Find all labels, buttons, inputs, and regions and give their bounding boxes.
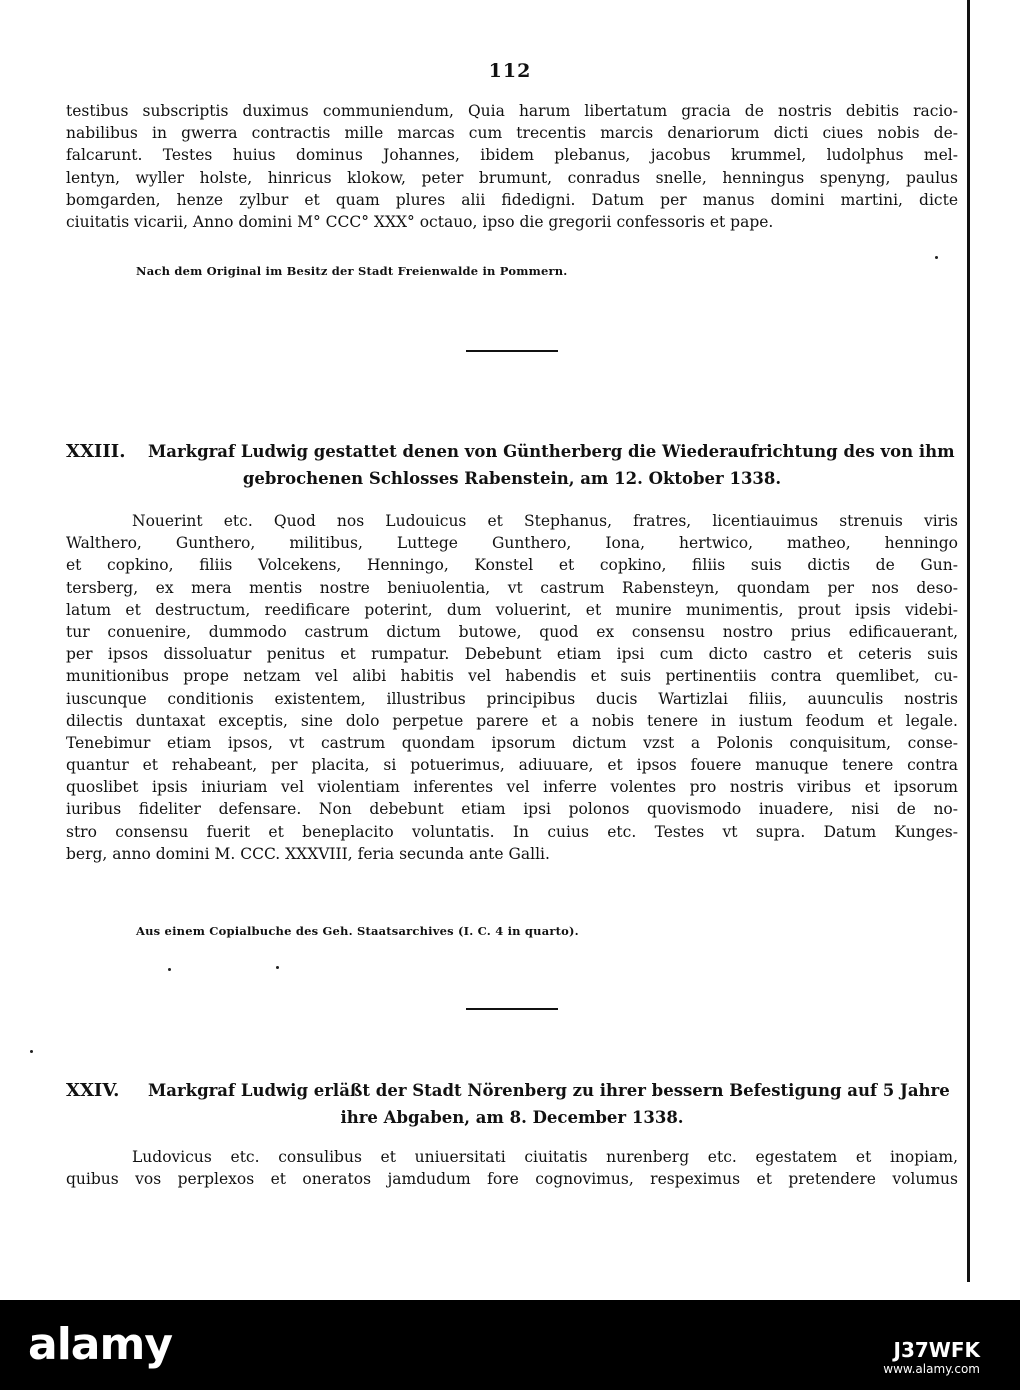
watermark-url: www.alamy.com (883, 1362, 980, 1376)
source-note: Aus einem Copialbuche des Geh. Staatsarchives (I. C. 4 in quarto). (136, 924, 579, 938)
heading-line: ihre Abgaben, am 8. December 1338. (340, 1108, 684, 1127)
section-number: XXIV. (66, 1080, 120, 1101)
page-right-border (967, 0, 970, 1282)
text-line: dilectis duntaxat exceptis, sine dolo perpetue parere et a nobis tenere in iustum feodum et legale. (66, 711, 958, 730)
section-number: XXIII. (66, 441, 126, 462)
text-line: berg, anno domini M. CCC. XXXVIII, feria secunda ante Galli. (66, 844, 550, 863)
text-line: Tenebimur etiam ipsos, vt castrum quondam ipsorum dictum vzst a Polonis conquisitum, conse- (66, 733, 958, 752)
watermark-logo: alamy (28, 1319, 172, 1370)
text-line: bomgarden, henze zylbur et quam plures alii fidedigni. Datum per manus domini martini, dicte (66, 190, 958, 209)
text-line: Ludovicus etc. consulibus et uniuersitati ciuitatis nurenberg etc. egestatem et inopiam, (132, 1148, 958, 1166)
scan-speck (276, 966, 279, 969)
section-body-xxiv (66, 1146, 958, 1190)
text-line: tersberg, ex mera mentis nostre beniuolentia, vt castrum Rabensteyn, quondam per nos deso- (66, 578, 958, 597)
watermark-image-id: J37WFK (893, 1338, 980, 1362)
text-line: nabilibus in gwerra contractis mille marcas cum trecentis marcis denariorum dicti ciues nobis de- (66, 124, 958, 143)
text-line: testibus subscriptis duximus communiendum, Quia harum libertatum gracia de nostris debitis racio- (66, 102, 958, 120)
scan-speck (168, 968, 171, 971)
section-body-xxiii (66, 510, 958, 865)
heading-line: gebrochenen Schlosses Rabenstein, am 12. Oktober 1338. (242, 469, 782, 488)
source-note: Nach dem Original im Besitz der Stadt Freienwalde in Pommern. (136, 264, 568, 278)
text-line: latum et destructum, reedificare poterint, dum voluerint, et munire munimentis, prout ipsis videbi- (66, 600, 958, 619)
text-line: stro consensu fuerit et beneplacito voluntatis. In cuius etc. Testes vt supra. Datum Kunges- (66, 822, 958, 841)
text-line: quantur et rehabeant, per placita, si potuerimus, adiuuare, et ipsos fouere manuque tenere contra (66, 756, 958, 775)
text-line: et copkino, filiis Volcekens, Henningo, Konstel et copkino, filiis suis dictis de Gun- (66, 556, 958, 575)
text-line: per ipsos dissoluatur penitus et rumpatur. Debebunt etiam ipsi cum dicto castro et ceteris suis (66, 645, 958, 664)
heading-line: Markgraf Ludwig gestattet denen von Güntherberg die Wiederaufrichtung des von ihm (148, 442, 955, 461)
text-line: Nouerint etc. Quod nos Ludouicus et Stephanus, fratres, licentiauimus strenuis viris (132, 512, 958, 530)
section-heading-xxiv (66, 1077, 958, 1131)
section-heading-xxiii (66, 438, 958, 492)
page-number: 112 (488, 60, 532, 82)
scan-speck (30, 1050, 33, 1053)
text-line: falcarunt. Testes huius dominus Johannes, ibidem plebanus, jacobus krummel, ludolphus mel- (66, 146, 958, 165)
text-line: Walthero, Gunthero, militibus, Luttege Gunthero, Iona, hertwico, matheo, henningo (66, 534, 958, 553)
text-line: quibus vos perplexos et oneratos jamdudum fore cognovimus, respeximus et pretendere volumus (66, 1170, 958, 1189)
text-line: ciuitatis vicarii, Anno domini M° CCC° XXX° octauo, ipso die gregorii confessoris et pape. (66, 212, 774, 231)
text-line: iuribus fideliter defensare. Non debebunt etiam ipsi polonos quovismodo inuadere, nisi de no- (66, 800, 958, 819)
text-line: tur conuenire, dummodo castrum dictum butowe, quod ex consensu nostro prius edificauerant, (66, 622, 958, 641)
section-continuation (66, 100, 958, 233)
section-divider (466, 350, 558, 352)
text-line: quoslibet ipsis iniuriam vel violentiam inferentes vel inferre volentes pro nostris viribus et ipsorum (66, 778, 958, 797)
scan-speck (935, 256, 938, 259)
text-line: lentyn, wyller holste, hinricus klokow, peter brumunt, conradus snelle, henningus spenyng, paulus (66, 168, 958, 187)
heading-line: Markgraf Ludwig erläßt der Stadt Nörenberg zu ihrer bessern Befestigung auf 5 Jahre (148, 1081, 950, 1100)
section-divider (466, 1008, 558, 1010)
text-line: iuscunque conditionis existentem, illustribus principibus ducis Wartizlai filiis, auunculis nostris (66, 689, 958, 708)
text-line: munitionibus prope netzam vel alibi habitis vel habendis et suis pertinentiis contra quemlibet, cu- (66, 667, 958, 686)
